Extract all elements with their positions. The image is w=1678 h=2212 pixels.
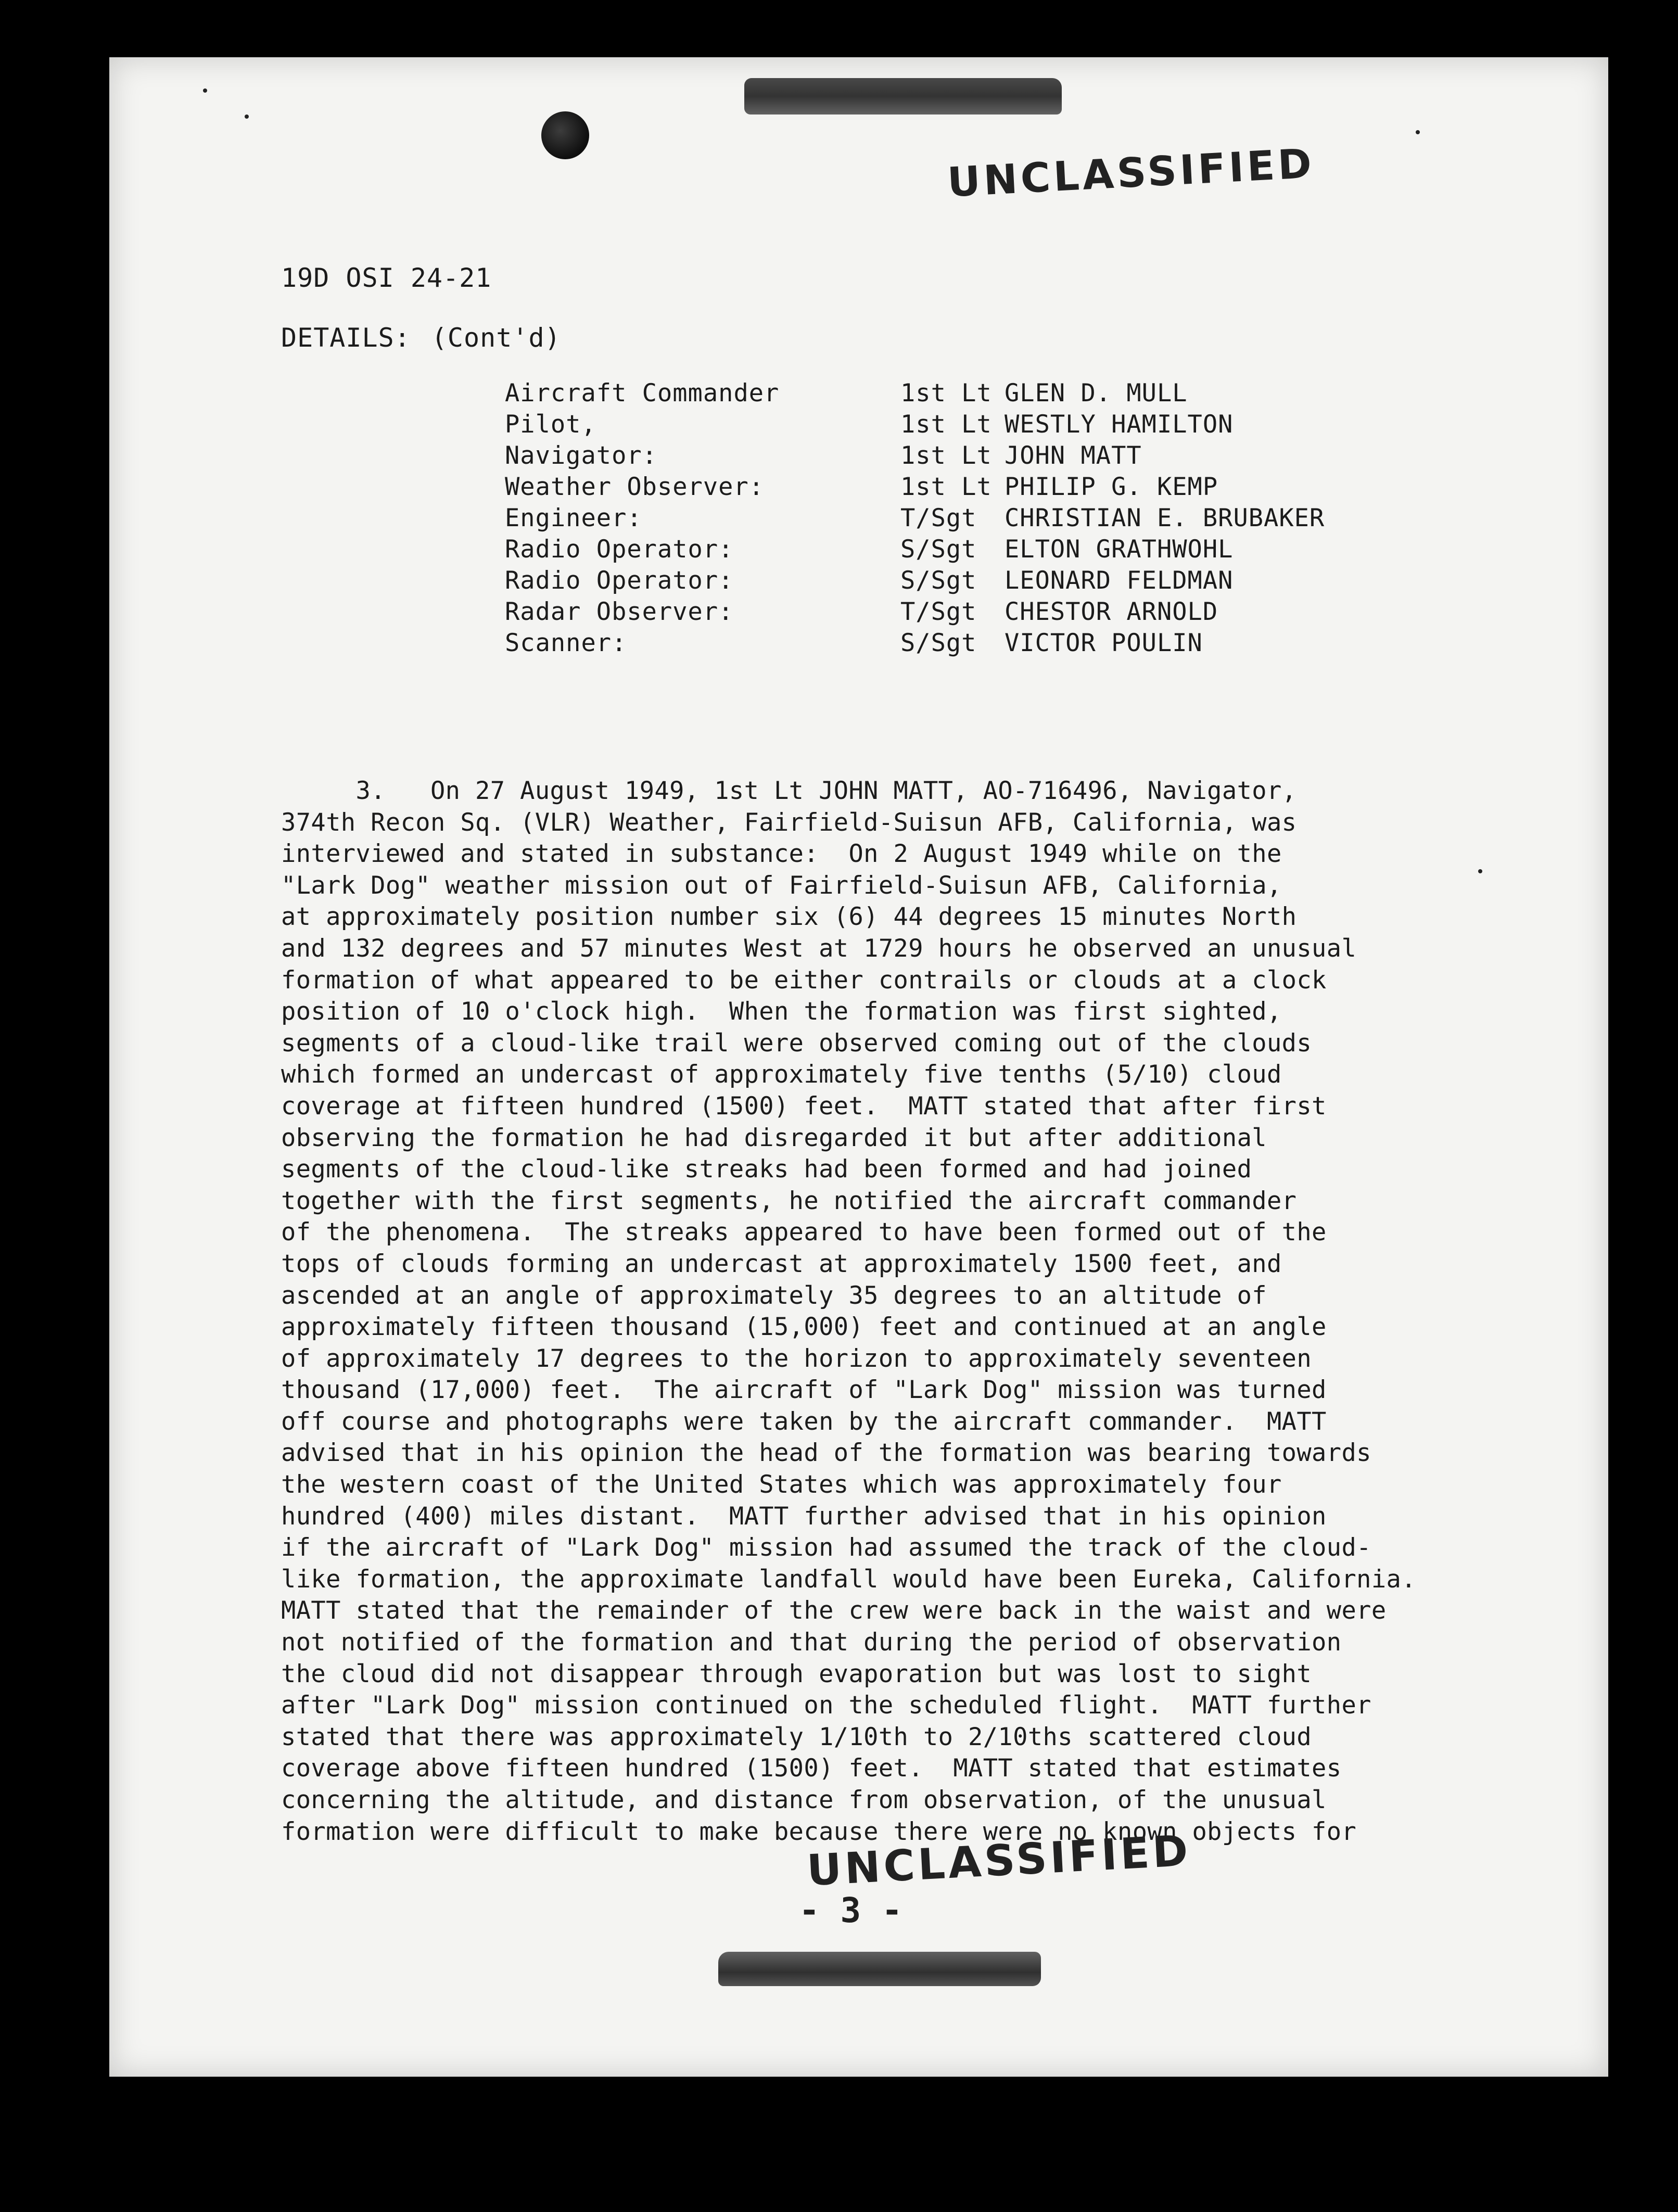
crew-row: [505, 409, 1546, 440]
crew-row: [505, 440, 1546, 471]
crew-rank: 1st Lt: [900, 410, 992, 439]
paragraph-line: the cloud did not disappear through evaporation but was lost to sight: [281, 1659, 1312, 1688]
paragraph-line: hundred (400) miles distant. MATT further advised that in his opinion: [281, 1502, 1327, 1531]
paragraph-3: [281, 776, 1551, 1848]
crew-rank: 1st Lt: [900, 472, 992, 501]
redaction-smudge-top: [744, 78, 1062, 115]
crew-name: LEONARD FELDMAN: [1005, 566, 1234, 595]
paragraph-line: segments of the cloud-like streaks had been formed and had joined: [281, 1155, 1252, 1184]
paragraph-line: observing the formation he had disregarded it but after additional: [281, 1123, 1267, 1152]
crew-list: [505, 377, 1546, 658]
details-heading: [281, 323, 561, 353]
paragraph-line: tops of clouds forming an undercast at approximately 1500 feet, and: [281, 1249, 1282, 1278]
classification-stamp-bottom: UNCLASSIFIED: [806, 1826, 1192, 1896]
scan-speck: [1478, 869, 1482, 873]
crew-role: Aircraft Commander: [505, 378, 780, 408]
classification-stamp-top: UNCLASSIFIED: [946, 140, 1316, 207]
crew-name: VICTOR POULIN: [1005, 628, 1203, 657]
crew-row: [505, 565, 1546, 596]
paragraph-line: after "Lark Dog" mission continued on the scheduled flight. MATT further: [281, 1691, 1371, 1720]
crew-row: [505, 596, 1546, 627]
paragraph-line: together with the first segments, he notified the aircraft commander: [281, 1186, 1297, 1215]
paragraph-line: the western coast of the United States which was approximately four: [281, 1470, 1282, 1499]
crew-rank: 1st Lt: [900, 441, 992, 470]
paragraph-line: position of 10 o'clock high. When the formation was first sighted,: [281, 997, 1282, 1026]
crew-row: [505, 471, 1546, 502]
crew-role: Navigator:: [505, 441, 657, 470]
paragraph-line: formation were difficult to make because there were no known objects for: [281, 1817, 1357, 1846]
crew-name: JOHN MATT: [1005, 441, 1142, 470]
paragraph-line: formation of what appeared to be either contrails or clouds at a clock: [281, 965, 1327, 995]
paragraph-line: advised that in his opinion the head of the formation was bearing towards: [281, 1439, 1371, 1468]
crew-role: Radio Operator:: [505, 535, 734, 564]
punch-hole: [541, 111, 589, 159]
crew-row: [505, 502, 1546, 533]
paragraph-line: off course and photographs were taken by the aircraft commander. MATT: [281, 1407, 1327, 1436]
paragraph-line: approximately fifteen thousand (15,000) feet and continued at an angle: [281, 1313, 1327, 1342]
crew-role: Engineer:: [505, 503, 642, 532]
paragraph-line: 374th Recon Sq. (VLR) Weather, Fairfield-Suisun AFB, California, was: [281, 808, 1297, 837]
scan-speck: [245, 115, 249, 119]
paragraph-line: coverage at fifteen hundred (1500) feet. MATT stated that after first: [281, 1091, 1327, 1121]
paragraph-line: not notified of the formation and that during the period of observation: [281, 1628, 1342, 1657]
crew-role: Radio Operator:: [505, 566, 734, 595]
paragraph-line: coverage above fifteen hundred (1500) feet. MATT stated that estimates: [281, 1754, 1342, 1783]
paragraph-line: which formed an undercast of approximately five tenths (5/10) cloud: [281, 1060, 1282, 1089]
crew-row: [505, 627, 1546, 658]
paragraph-line: if the aircraft of "Lark Dog" mission had assumed the track of the cloud-: [281, 1533, 1371, 1562]
paragraph-line: MATT stated that the remainder of the crew were back in the waist and were: [281, 1596, 1387, 1625]
paragraph-line: interviewed and stated in substance: On 2 August 1949 while on the: [281, 840, 1282, 869]
paragraph-line: at approximately position number six (6) 44 degrees 15 minutes North: [281, 902, 1297, 932]
paragraph-line: of the phenomena. The streaks appeared to have been formed out of the: [281, 1218, 1327, 1247]
file-reference: 19D OSI 24-21: [281, 263, 492, 293]
page-number: - 3 -: [799, 1890, 902, 1930]
paragraph-line: stated that there was approximately 1/10th to 2/10ths scattered cloud: [281, 1722, 1312, 1751]
paragraph-line: segments of a cloud-like trail were observed coming out of the clouds: [281, 1028, 1312, 1058]
paragraph-line: "Lark Dog" weather mission out of Fairfield-Suisun AFB, California,: [281, 871, 1282, 900]
paragraph-line: like formation, the approximate landfall would have been Eureka, California.: [281, 1565, 1416, 1594]
crew-name: PHILIP G. KEMP: [1005, 472, 1218, 501]
paragraph-line: ascended at an angle of approximately 35 degrees to an altitude of: [281, 1281, 1267, 1310]
crew-rank: T/Sgt: [900, 503, 977, 532]
paragraph-line: of approximately 17 degrees to the horizon to approximately seventeen: [281, 1344, 1312, 1373]
crew-name: GLEN D. MULL: [1005, 378, 1188, 408]
crew-rank: S/Sgt: [900, 628, 977, 657]
crew-role: Scanner:: [505, 628, 627, 657]
details-continued: (Cont'd): [431, 323, 561, 353]
document-page: [109, 57, 1608, 2077]
paragraph-line: thousand (17,000) feet. The aircraft of "Lark Dog" mission was turned: [281, 1376, 1327, 1405]
scan-speck: [1416, 130, 1420, 134]
crew-name: WESTLY HAMILTON: [1005, 410, 1234, 439]
paragraph-line: 3. On 27 August 1949, 1st Lt JOHN MATT, AO-716496, Navigator,: [281, 777, 1297, 805]
scan-speck: [203, 88, 207, 93]
crew-row: [505, 377, 1546, 409]
crew-name: ELTON GRATHWOHL: [1005, 535, 1234, 564]
crew-row: [505, 533, 1546, 565]
crew-role: Pilot,: [505, 410, 596, 439]
crew-name: CHESTOR ARNOLD: [1005, 597, 1218, 626]
crew-rank: S/Sgt: [900, 566, 977, 595]
crew-rank: S/Sgt: [900, 535, 977, 564]
crew-name: CHRISTIAN E. BRUBAKER: [1005, 503, 1325, 532]
paragraph-line: and 132 degrees and 57 minutes West at 1729 hours he observed an unusual: [281, 934, 1357, 963]
crew-role: Radar Observer:: [505, 597, 734, 626]
details-label: DETAILS:: [281, 323, 411, 353]
crew-rank: 1st Lt: [900, 378, 992, 408]
crew-role: Weather Observer:: [505, 472, 765, 501]
paragraph-line: concerning the altitude, and distance from observation, of the unusual: [281, 1786, 1327, 1814]
redaction-smudge-bottom: [718, 1952, 1041, 1986]
crew-rank: T/Sgt: [900, 597, 977, 626]
